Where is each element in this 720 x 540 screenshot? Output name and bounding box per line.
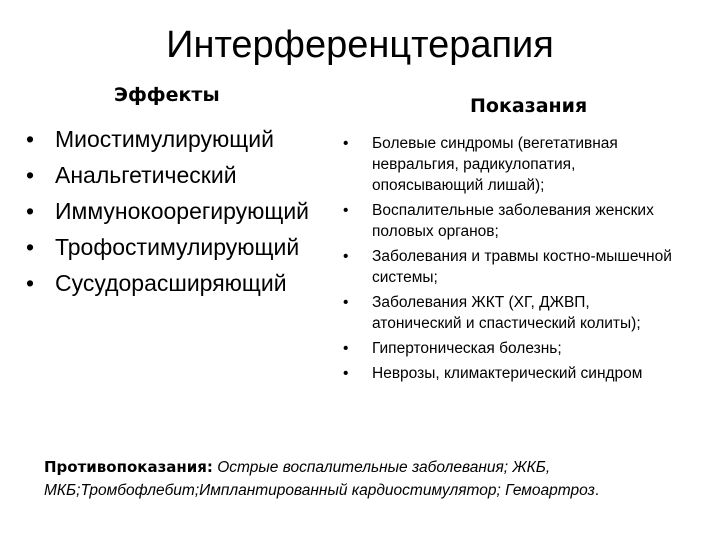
effects-heading: Эффекты bbox=[114, 84, 220, 106]
contraindications-text: Острые воспалительные заболевания; ЖКБ, МКБ;Тромбофлебит;Имплантированный кардиостимулятор; Гемоартроз bbox=[44, 459, 595, 499]
contraindications-end: . bbox=[594, 482, 600, 499]
contraindications-block bbox=[44, 456, 644, 502]
indications-list-item: • Неврозы, климактерический синдром bbox=[343, 363, 683, 384]
effects-list-item: • Сусудорасширяющий bbox=[26, 265, 309, 301]
slide-title: Интерференцтерапия bbox=[166, 24, 554, 66]
effects-list-item: • Трофостимулирующий bbox=[26, 229, 309, 265]
indications-list-item: • Болевые синдромы (вегетативная невральгия, радикулопатия, опоясывающий лишай); bbox=[343, 133, 683, 196]
contraindications-label: Противопоказания: bbox=[44, 458, 213, 476]
indications-list bbox=[343, 133, 683, 388]
indications-heading: Показания bbox=[470, 95, 588, 117]
effects-list-item: • Иммунокоорегирующий bbox=[26, 193, 309, 229]
effects-list-item: • Миостимулирующий bbox=[26, 121, 309, 157]
effects-list-item: • Анальгетический bbox=[26, 157, 309, 193]
indications-list-item: • Гипертоническая болезнь; bbox=[343, 338, 683, 359]
indications-list-item: • Заболевания ЖКТ (ХГ, ДЖВП, атонический и спастический колиты); bbox=[343, 292, 683, 334]
indications-list-item: • Заболевания и травмы костно-мышечной системы; bbox=[343, 246, 683, 288]
indications-list-item: • Воспалительные заболевания женских половых органов; bbox=[343, 200, 683, 242]
effects-list bbox=[26, 121, 309, 301]
